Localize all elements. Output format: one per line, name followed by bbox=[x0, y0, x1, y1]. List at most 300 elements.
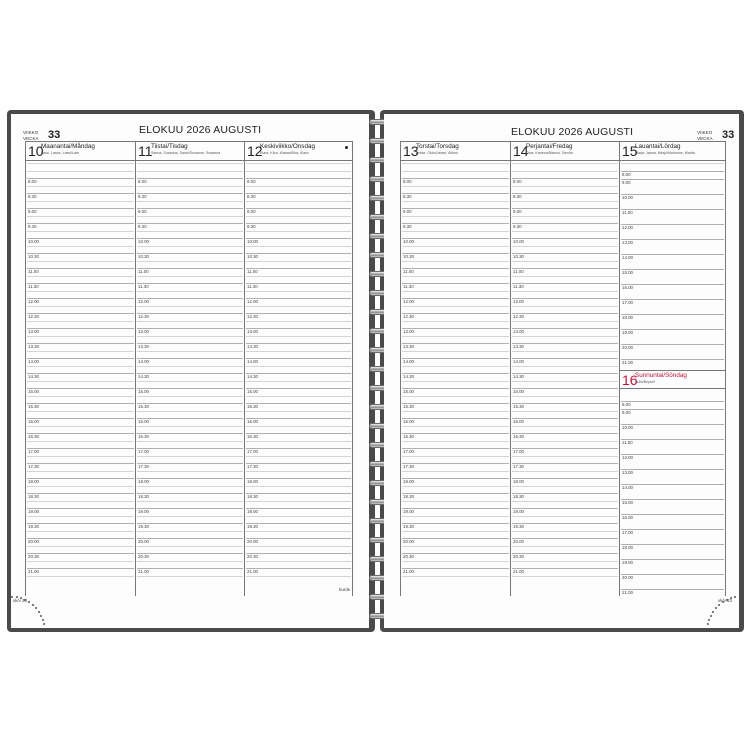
time-line bbox=[246, 268, 351, 269]
time-label: 20.00 bbox=[622, 575, 633, 580]
time-label: 8.00 bbox=[28, 179, 37, 184]
time-line bbox=[246, 253, 351, 254]
time-line bbox=[137, 253, 243, 254]
row-line bbox=[246, 546, 351, 547]
time-label: 15.00 bbox=[247, 389, 258, 394]
time-line bbox=[621, 299, 724, 300]
time-label: 19.30 bbox=[138, 524, 149, 529]
time-label: 15.00 bbox=[513, 389, 524, 394]
time-line bbox=[512, 418, 618, 419]
time-line bbox=[512, 328, 618, 329]
time-label: 20.00 bbox=[247, 539, 258, 544]
row-line bbox=[402, 531, 509, 532]
row-line bbox=[27, 163, 134, 164]
time-label: 12.00 bbox=[403, 299, 414, 304]
time-line bbox=[27, 223, 134, 224]
time-line bbox=[621, 209, 724, 210]
time-label: 12.00 bbox=[28, 299, 39, 304]
row-line bbox=[27, 486, 134, 487]
time-label: 19.00 bbox=[622, 560, 633, 565]
time-label: 17.30 bbox=[138, 464, 149, 469]
time-label: 15.30 bbox=[247, 404, 258, 409]
time-label: 8.00 bbox=[622, 172, 631, 177]
time-line bbox=[27, 388, 134, 389]
time-line bbox=[621, 439, 724, 440]
row-line bbox=[402, 366, 509, 367]
time-line bbox=[402, 328, 509, 329]
row-line bbox=[512, 561, 618, 562]
row-line bbox=[246, 501, 351, 502]
row-line bbox=[27, 426, 134, 427]
time-label: 13.00 bbox=[403, 329, 414, 334]
time-line bbox=[137, 208, 243, 209]
time-line bbox=[402, 493, 509, 494]
time-label: 17.00 bbox=[513, 449, 524, 454]
time-line bbox=[402, 568, 509, 569]
time-label: 14.30 bbox=[138, 374, 149, 379]
corner-dot bbox=[40, 615, 42, 617]
time-line bbox=[621, 194, 724, 195]
time-label: 20.30 bbox=[247, 554, 258, 559]
time-label: 17.00 bbox=[28, 449, 39, 454]
time-label: 8.30 bbox=[28, 194, 37, 199]
time-label: 9.00 bbox=[247, 209, 256, 214]
day-number: 10 bbox=[28, 143, 44, 159]
name-days: Sanna, Susanna, Sanni/Susanne, Susanna bbox=[151, 151, 221, 155]
row-line bbox=[402, 396, 509, 397]
day-name: Torstai/Torsdag bbox=[416, 143, 459, 150]
time-label: 17.00 bbox=[622, 300, 633, 305]
row-line bbox=[512, 366, 618, 367]
row-line bbox=[402, 186, 509, 187]
time-label: 12.30 bbox=[138, 314, 149, 319]
row-line bbox=[512, 501, 618, 502]
time-line bbox=[137, 223, 243, 224]
time-line bbox=[621, 344, 724, 345]
time-line bbox=[512, 568, 618, 569]
time-line bbox=[27, 508, 134, 509]
time-line bbox=[402, 358, 509, 359]
time-label: 12.30 bbox=[513, 314, 524, 319]
time-line bbox=[621, 284, 724, 285]
time-line bbox=[27, 493, 134, 494]
time-line bbox=[137, 403, 243, 404]
time-line bbox=[512, 178, 618, 179]
time-label: 17.30 bbox=[403, 464, 414, 469]
time-label: 17.30 bbox=[28, 464, 39, 469]
time-line bbox=[137, 493, 243, 494]
row-line bbox=[246, 366, 351, 367]
time-label: 13.30 bbox=[513, 344, 524, 349]
time-label: 18.30 bbox=[403, 494, 414, 499]
time-line bbox=[246, 208, 351, 209]
time-label: 12.30 bbox=[403, 314, 414, 319]
row-line bbox=[246, 261, 351, 262]
row-line bbox=[512, 456, 618, 457]
corner-dot bbox=[739, 596, 741, 598]
time-line bbox=[27, 253, 134, 254]
day-number: 15 bbox=[622, 143, 638, 159]
row-line bbox=[246, 276, 351, 277]
row-line bbox=[137, 396, 243, 397]
time-label: 11.30 bbox=[138, 284, 149, 289]
time-line bbox=[137, 463, 243, 464]
time-line bbox=[621, 179, 724, 180]
time-label: 17.30 bbox=[247, 464, 258, 469]
row-line bbox=[27, 531, 134, 532]
brand-label: burde bbox=[339, 587, 351, 592]
time-label: 8.00 bbox=[247, 179, 256, 184]
time-label: 16.30 bbox=[247, 434, 258, 439]
time-label: 9.30 bbox=[138, 224, 147, 229]
time-line bbox=[512, 223, 618, 224]
time-label: 18.00 bbox=[622, 315, 633, 320]
time-line bbox=[27, 313, 134, 314]
corner-dot bbox=[707, 623, 709, 625]
time-line bbox=[27, 208, 134, 209]
time-label: 8.30 bbox=[513, 194, 522, 199]
time-line bbox=[137, 418, 243, 419]
time-line bbox=[137, 268, 243, 269]
time-label: 17.30 bbox=[513, 464, 524, 469]
row-line bbox=[402, 336, 509, 337]
time-line bbox=[137, 283, 243, 284]
time-line bbox=[137, 568, 243, 569]
time-label: 15.00 bbox=[138, 389, 149, 394]
time-line bbox=[621, 469, 724, 470]
time-label: 13.00 bbox=[247, 329, 258, 334]
row-line bbox=[246, 486, 351, 487]
row-line bbox=[512, 321, 618, 322]
row-line bbox=[512, 381, 618, 382]
time-label: 19.00 bbox=[28, 509, 39, 514]
day-name: Lauantai/Lördag bbox=[635, 143, 681, 150]
time-label: 20.00 bbox=[403, 539, 414, 544]
time-label: 18.30 bbox=[138, 494, 149, 499]
row-line bbox=[27, 381, 134, 382]
day-name: Keskiviikko/Onsdag bbox=[260, 143, 315, 150]
row-line bbox=[402, 516, 509, 517]
day-name: Tiistai/Tisdag bbox=[151, 143, 188, 150]
row-line bbox=[137, 321, 243, 322]
time-line bbox=[27, 343, 134, 344]
time-label: 14.00 bbox=[622, 485, 633, 490]
name-days: Oiva, Kaneva/Bianca, Sienna bbox=[526, 151, 573, 155]
row-line bbox=[27, 231, 134, 232]
time-label: 18.00 bbox=[138, 479, 149, 484]
time-label: 10.00 bbox=[138, 239, 149, 244]
time-line bbox=[27, 298, 134, 299]
row-line bbox=[137, 366, 243, 367]
time-line bbox=[512, 343, 618, 344]
row-line bbox=[27, 516, 134, 517]
time-label: 20.00 bbox=[28, 539, 39, 544]
day-number: 13 bbox=[403, 143, 419, 159]
time-line bbox=[512, 553, 618, 554]
time-line bbox=[402, 448, 509, 449]
time-label: 11.00 bbox=[138, 269, 149, 274]
time-line bbox=[27, 418, 134, 419]
row-line bbox=[246, 336, 351, 337]
time-line bbox=[246, 193, 351, 194]
row-line bbox=[512, 396, 618, 397]
row-line bbox=[27, 321, 134, 322]
row-line bbox=[246, 561, 351, 562]
time-line bbox=[512, 283, 618, 284]
row-line bbox=[27, 216, 134, 217]
time-label: 16.00 bbox=[138, 419, 149, 424]
time-label: 12.00 bbox=[138, 299, 149, 304]
time-label: 9.00 bbox=[28, 209, 37, 214]
time-label: 11.00 bbox=[403, 269, 414, 274]
row-line bbox=[402, 546, 509, 547]
row-line bbox=[402, 261, 509, 262]
time-label: 14.00 bbox=[622, 255, 633, 260]
time-line bbox=[27, 373, 134, 374]
day-header bbox=[511, 141, 619, 161]
row-line bbox=[402, 216, 509, 217]
time-line bbox=[137, 313, 243, 314]
day-number: 14 bbox=[513, 143, 529, 159]
day-column-10 bbox=[25, 141, 135, 596]
time-label: 19.30 bbox=[247, 524, 258, 529]
time-line bbox=[402, 553, 509, 554]
time-line bbox=[246, 433, 351, 434]
row-line bbox=[512, 306, 618, 307]
row-line bbox=[137, 546, 243, 547]
row-line bbox=[512, 163, 618, 164]
time-label: 13.00 bbox=[622, 470, 633, 475]
time-line bbox=[137, 433, 243, 434]
time-line bbox=[512, 373, 618, 374]
time-line bbox=[402, 223, 509, 224]
row-line bbox=[246, 516, 351, 517]
time-label: 9.00 bbox=[513, 209, 522, 214]
time-label: 9.00 bbox=[622, 410, 631, 415]
row-line bbox=[137, 456, 243, 457]
corner-dot bbox=[38, 611, 40, 613]
time-line bbox=[137, 298, 243, 299]
row-line bbox=[512, 531, 618, 532]
time-line bbox=[621, 269, 724, 270]
time-label: 14.30 bbox=[28, 374, 39, 379]
time-line bbox=[621, 529, 724, 530]
time-label: 16.00 bbox=[622, 515, 633, 520]
time-label: 10.30 bbox=[138, 254, 149, 259]
time-label: 9.00 bbox=[138, 209, 147, 214]
time-label: 20.30 bbox=[28, 554, 39, 559]
time-line bbox=[27, 358, 134, 359]
time-label: 13.30 bbox=[28, 344, 39, 349]
time-label: 10.00 bbox=[247, 239, 258, 244]
time-label: 21.00 bbox=[513, 569, 524, 574]
time-label: 15.00 bbox=[622, 270, 633, 275]
row-line bbox=[402, 163, 509, 164]
time-label: 9.00 bbox=[622, 180, 631, 185]
time-line bbox=[137, 448, 243, 449]
row-line bbox=[137, 261, 243, 262]
corner-dot bbox=[43, 623, 45, 625]
row-line bbox=[27, 336, 134, 337]
time-label: 15.30 bbox=[403, 404, 414, 409]
row-line bbox=[512, 171, 618, 172]
time-line bbox=[137, 478, 243, 479]
time-line bbox=[402, 433, 509, 434]
time-label: 14.30 bbox=[247, 374, 258, 379]
row-line bbox=[27, 561, 134, 562]
time-label: 20.30 bbox=[403, 554, 414, 559]
time-line bbox=[621, 329, 724, 330]
day-header bbox=[620, 141, 725, 161]
time-line bbox=[621, 544, 724, 545]
time-line bbox=[246, 508, 351, 509]
time-label: 10.00 bbox=[622, 195, 633, 200]
row-line bbox=[246, 576, 351, 577]
time-label: 11.00 bbox=[622, 210, 633, 215]
time-label: 16.00 bbox=[513, 419, 524, 424]
corner-dot bbox=[712, 611, 714, 613]
row-line bbox=[246, 381, 351, 382]
time-line bbox=[27, 268, 134, 269]
time-line bbox=[402, 508, 509, 509]
row-line bbox=[402, 321, 509, 322]
corner-dot bbox=[710, 615, 712, 617]
time-label: 21.00 bbox=[622, 360, 633, 365]
time-label: 14.00 bbox=[513, 359, 524, 364]
time-label: 14.30 bbox=[403, 374, 414, 379]
time-line bbox=[137, 553, 243, 554]
week-label-sv: VECKA bbox=[23, 136, 39, 141]
time-label: 18.00 bbox=[28, 479, 39, 484]
time-line bbox=[27, 463, 134, 464]
time-line bbox=[621, 409, 724, 410]
row-line bbox=[27, 351, 134, 352]
row-line bbox=[246, 216, 351, 217]
row-line bbox=[512, 246, 618, 247]
row-line bbox=[512, 336, 618, 337]
name-days: Marja, Jaana, Marjo/Marianne, Marita bbox=[635, 151, 695, 155]
week-number: 33 bbox=[722, 129, 735, 141]
row-line bbox=[402, 276, 509, 277]
row-line bbox=[27, 246, 134, 247]
time-line bbox=[402, 343, 509, 344]
time-line bbox=[246, 358, 351, 359]
day-column-15 bbox=[619, 141, 726, 596]
time-label: 19.00 bbox=[247, 509, 258, 514]
page-title: ELOKUU 2026 AUGUSTI bbox=[511, 126, 634, 138]
row-line bbox=[137, 171, 243, 172]
time-label: 13.00 bbox=[138, 329, 149, 334]
row-line bbox=[512, 291, 618, 292]
time-label: 19.00 bbox=[138, 509, 149, 514]
time-label: 16.30 bbox=[513, 434, 524, 439]
time-line bbox=[246, 223, 351, 224]
time-label: 20.00 bbox=[513, 539, 524, 544]
time-line bbox=[402, 523, 509, 524]
time-line bbox=[402, 403, 509, 404]
time-line bbox=[246, 448, 351, 449]
day-name: Sunnuntai/Söndag bbox=[635, 372, 687, 379]
time-line bbox=[621, 559, 724, 560]
time-label: 11.00 bbox=[622, 440, 633, 445]
time-line bbox=[512, 193, 618, 194]
time-line bbox=[27, 433, 134, 434]
time-label: 16.00 bbox=[622, 285, 633, 290]
time-label: 18.00 bbox=[247, 479, 258, 484]
row-line bbox=[512, 426, 618, 427]
time-label: 11.30 bbox=[28, 284, 39, 289]
week-label-fi: VIIKKO bbox=[697, 130, 713, 135]
time-line bbox=[137, 178, 243, 179]
row-line bbox=[246, 351, 351, 352]
time-label: 18.00 bbox=[622, 545, 633, 550]
row-line bbox=[137, 163, 243, 164]
row-line bbox=[246, 306, 351, 307]
row-line bbox=[621, 163, 724, 164]
time-label: 13.30 bbox=[138, 344, 149, 349]
row-line bbox=[512, 351, 618, 352]
time-line bbox=[246, 493, 351, 494]
row-line bbox=[512, 216, 618, 217]
time-line bbox=[246, 478, 351, 479]
time-label: 19.00 bbox=[403, 509, 414, 514]
time-label: 13.00 bbox=[513, 329, 524, 334]
page-footer: vk/v 33 bbox=[718, 598, 732, 603]
row-line bbox=[137, 501, 243, 502]
time-label: 15.00 bbox=[403, 389, 414, 394]
time-label: 18.30 bbox=[28, 494, 39, 499]
row-line bbox=[27, 501, 134, 502]
row-line bbox=[27, 366, 134, 367]
page-title: ELOKUU 2026 AUGUSTI bbox=[139, 124, 262, 136]
time-line bbox=[512, 463, 618, 464]
day-header bbox=[136, 141, 244, 161]
row-line bbox=[246, 163, 351, 164]
time-line bbox=[27, 553, 134, 554]
time-label: 18.00 bbox=[403, 479, 414, 484]
time-line bbox=[402, 193, 509, 194]
day-number: 12 bbox=[247, 143, 263, 159]
row-line bbox=[402, 426, 509, 427]
time-line bbox=[512, 493, 618, 494]
time-label: 12.30 bbox=[28, 314, 39, 319]
row-line bbox=[27, 291, 134, 292]
time-line bbox=[621, 484, 724, 485]
time-line bbox=[512, 523, 618, 524]
row-line bbox=[27, 441, 134, 442]
time-line bbox=[402, 418, 509, 419]
week-grid-left bbox=[25, 141, 353, 596]
week-label-fi: VIIKKO bbox=[23, 130, 39, 135]
row-line bbox=[137, 426, 243, 427]
time-label: 15.30 bbox=[138, 404, 149, 409]
time-label: 16.30 bbox=[28, 434, 39, 439]
time-line bbox=[621, 254, 724, 255]
row-line bbox=[512, 411, 618, 412]
row-line bbox=[27, 456, 134, 457]
corner-dot bbox=[718, 604, 720, 606]
time-label: 16.00 bbox=[247, 419, 258, 424]
time-label: 11.30 bbox=[403, 284, 414, 289]
time-line bbox=[621, 589, 724, 590]
time-label: 13.00 bbox=[622, 240, 633, 245]
week-grid-right bbox=[400, 141, 726, 596]
row-line bbox=[246, 171, 351, 172]
row-line bbox=[137, 561, 243, 562]
time-label: 17.00 bbox=[138, 449, 149, 454]
row-line bbox=[402, 411, 509, 412]
time-label: 10.30 bbox=[247, 254, 258, 259]
